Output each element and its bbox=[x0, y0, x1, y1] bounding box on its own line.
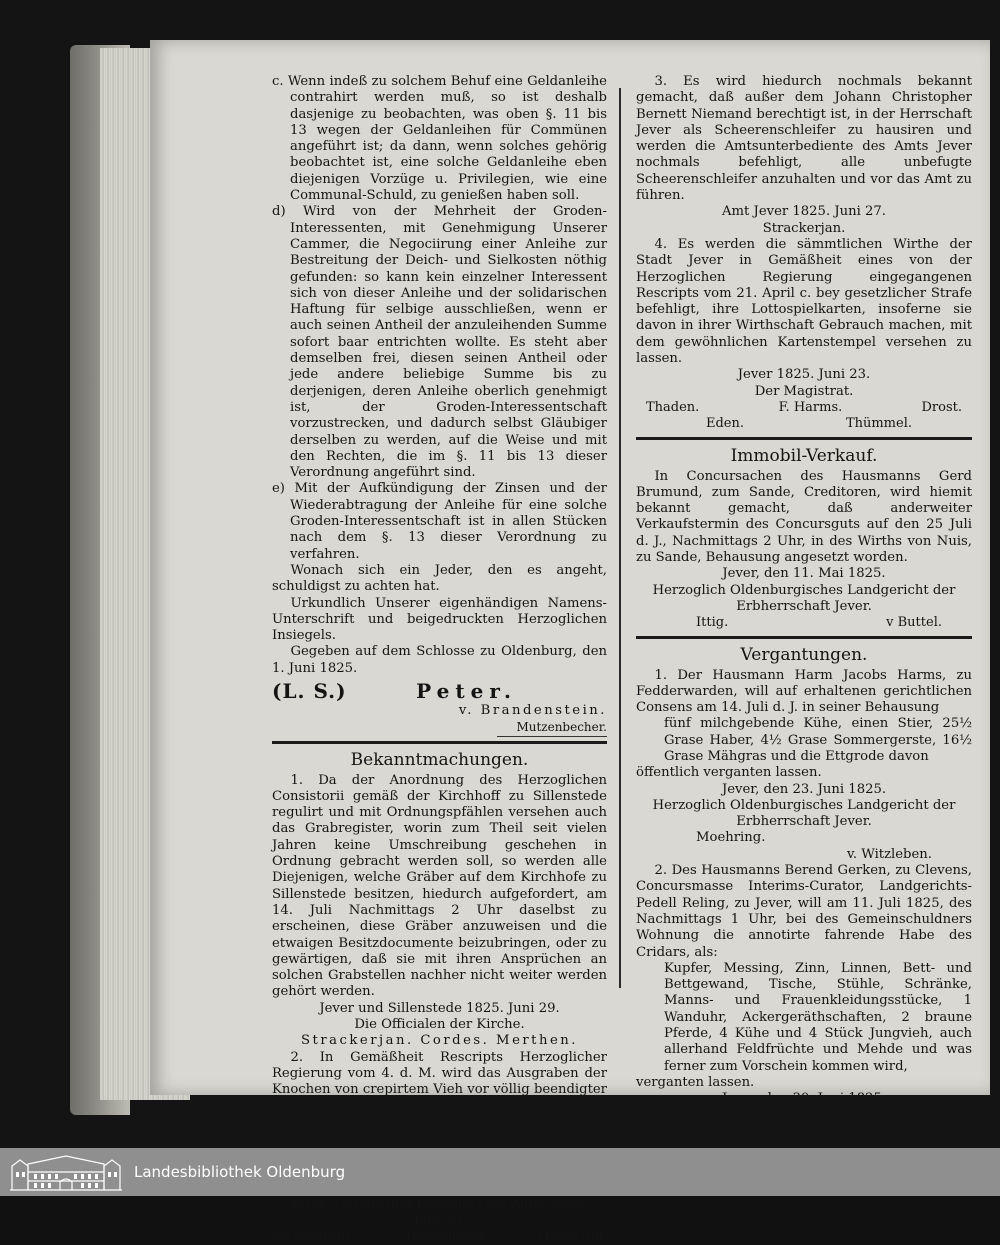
signature: Hollmann. bbox=[538, 1228, 607, 1244]
notice-1-place: Jever und Sillenstede 1825. Juni 29. bbox=[319, 1000, 560, 1016]
auction-1-signer-1: Moehring. bbox=[696, 830, 766, 846]
auction-1-court: Herzoglich Oldenburgisches Landgericht der Erbherrschaft Jever. bbox=[652, 797, 956, 830]
sale-date: Jever, den 11. Mai 1825. bbox=[722, 566, 886, 582]
seal-mark: (L. S.) bbox=[272, 678, 347, 703]
notice-4-authority: Der Magistrat. bbox=[754, 383, 854, 399]
paragraph-e: e) Mit der Aufkündigung der Zinsen und der Wiederabtragung der Anleihe für eine solche Groden-Interessentschaft ist in allen Stücken nach dem §. 13 dieser Verordnung zu verfahren. bbox=[272, 481, 607, 562]
left-column bbox=[272, 74, 607, 1245]
auction-1-end: öffentlich verganten lassen. bbox=[636, 765, 822, 781]
notice-1-officials: Die Officialen der Kirche. bbox=[354, 1017, 525, 1033]
clerk-underline bbox=[497, 736, 607, 737]
signer-name: Peter. bbox=[416, 678, 517, 703]
notice-2-place: Jever, Tettens und Hooksiel vom Amte 1825. bbox=[291, 1196, 588, 1212]
auction-2: 2. Des Hausmanns Berend Gerken, zu Clevens, Concursmasse Interims-Curator, Landgerichts-Pedell Reling, zu Jever, will am 11. Juli 1825, des Nachmittags 1 Uhr, bei des Gemeinschuldners Wohnung die annotirte fahrende Habe des Cridars, als: bbox=[636, 863, 972, 960]
closing-urkundlich: Urkundlich Unserer eigenhändigen Namens-Unterschrift und beigedruckten Herzoglichen Insiegels. bbox=[272, 595, 607, 644]
auction-2-court: Herzoglich Oldenburgisches Landgericht der Erbherrschaft Jever. bbox=[652, 1107, 956, 1139]
auction-2-items: Kupfer, Messing, Zinn, Linnen, Bett- und Bettgewand, Tische, Stühle, Schränke, Manns- und Frauenkleidungsstücke, 1 Wanduhr, Ackergeräthschaften, 2 braune Pferde, 4 Kühe und 4 Stück Jungvieh, auch allerhand Feldfrüchte und Mehde und was ferner zum Vorschein kommen wird, bbox=[664, 960, 972, 1074]
column-divider bbox=[619, 88, 621, 988]
paragraph-c: c. Wenn indeß zu solchem Behuf eine Geldanleihe contrahirt werden muß, so ist deshalb dasjenige zu beobachten, was oben §. 11 bis 13 wegen der Geldanleihen für Commünen angeführt ist; da dann, wenn solches gehörig beobachtet ist, eine solche Geldanleihe eben diejenigen Vorzüge u. Privilegien, wie eine Communal-Schuld, zu genießen haben soll. bbox=[272, 74, 607, 204]
section-heading-immobil-verkauf: Immobil-Verkauf. bbox=[730, 445, 878, 466]
footer-bar bbox=[0, 1148, 1000, 1196]
sale-signatures bbox=[636, 615, 972, 631]
closing-wonach: Wonach sich ein Jeder, den es angeht, schuldigst zu achten hat. bbox=[272, 562, 607, 595]
library-name: Landesbibliothek Oldenburg bbox=[134, 1163, 346, 1181]
auction-1: 1. Der Hausmann Harm Jacobs Harms, zu Fedderwarden, will auf erhaltenen gerichtlichen Consens am 14. Juli d. J. in seiner Behausung bbox=[636, 667, 972, 716]
paragraph-d: d) Wird von der Mehrheit der Groden-Interessenten, mit Genehmigung Unserer Cammer, die Negociirung einer Anleihe zur Bestreitung der Deich- und Sielkosten nöthig gefunden: so kann kein einzelner Interessent sich von dieser Anleihe und der solidarischen Haftung für selbige ausschließen, wenn er auch seinen Antheil der anzuleihenden Summe sofort baar entrichten wollte. Es steht aber demselben frei, diesen seinen Antheil oder jede andere beliebige Summe bis zu derjenigen, deren Anleihe oberlich genehmigt ist, der Groden-Interessentschaft vorzustrecken, und dadurch selbst Gläubiger derselben zu werden, auf die Weise und mit den Rechten, die im §. 11 bis 13 dieser Verordnung angeführt sind. bbox=[272, 204, 607, 481]
signature-line bbox=[272, 679, 607, 703]
auction-1-items: fünf milchgebende Kühe, einen Stier, 25½ Grase Haber, 4½ Grase Sommergerste, 16½ Grase Mähgras und die Ettgrode davon bbox=[664, 716, 972, 764]
notice-2-date: Juni 30. bbox=[413, 1212, 466, 1228]
notice-4-signatures-row2 bbox=[636, 416, 972, 432]
notice-2-signatures bbox=[272, 1229, 607, 1245]
notice-1-names: Strackerjan. Cordes. Merthen. bbox=[301, 1033, 578, 1049]
notice-2: 2. In Gemäßheit Rescripts Herzoglicher Regierung vom 4. d. M. wird das Ausgraben der Knochen von crepirtem Vieh vor völlig beendigter Verwesung des Fleisches, so wie das Aufbewahren derselben in Häusern und Gebäuden bei polizeilicher Strafe hiedurch bbox=[272, 1049, 607, 1147]
signature: Drost. bbox=[921, 399, 962, 415]
notice-4: 4. Es werden die sämmtlichen Wirthe der Stadt Jever in Gemäßheit eines von der Herzoglichen Regierung eingegangenen Rescripts vom 21. April c. bey gesetzlicher Strafe befehligt, ihre Lottospielkarten, insoferne sie davon in ihrer Wirthschaft Gebrauch machen, mit dem gewöhnlichen Kartenstempel versehen zu lassen. bbox=[636, 236, 972, 367]
notice-1: 1. Da der Anordnung des Herzoglichen Consistorii gemäß der Kirchhoff zu Sillenstede regulirt und mit Ordnungspfählen versehen auch das Grabregister, worin zum Theil seit vielen Jahren keine Umschreibung geschehen in Ordnung gebracht werden soll, so werden alle Diejenigen, welche Gräber auf dem Kirchhofe zu Sillenstede besitzen, hiedurch aufgefordert, am 14. Juli Nachmittags 2 Uhr daselbst zu erscheinen, diese Gräber anzuweisen und die etwaigen Besitzdocumente beizubringen, oder zu gewärtigen, daß sie mit ihren Ansprüchen an solchen Grabstellen nachher nicht weiter werden gehört werden. bbox=[272, 772, 607, 1000]
section-rule bbox=[272, 741, 607, 744]
clerk-name: Mutzenbecher. bbox=[516, 720, 607, 735]
notice-3: 3. Es wird hiedurch nochmals bekannt gemacht, daß außer dem Johann Christopher Bernett Niemand berechtigt ist, in der Herrschaft Jever als Scheerenschleifer zu hausiren und werden die Amtsunterbediente des Amts Jever nochmals befehligt, alle unbefugte Scheerenschleifer anzuhalten und vor das Amt zu führen. bbox=[636, 74, 972, 204]
signature: Tappenbeck. bbox=[404, 1228, 488, 1244]
auction-2-date: Jever, den 30. Juni 1825. bbox=[721, 1091, 887, 1107]
signature: Ittig. bbox=[696, 615, 729, 631]
section-heading-bekanntmachungen: Bekanntmachungen. bbox=[350, 749, 529, 770]
signature: Eden. bbox=[706, 416, 745, 432]
auction-2-end: verganten lassen. bbox=[636, 1074, 755, 1090]
signature: Thümmel. bbox=[845, 416, 912, 432]
auction-1-date: Jever, den 23. Juni 1825. bbox=[721, 781, 887, 797]
auction-1-signer-2: v. Witzleben. bbox=[846, 846, 932, 862]
sale-court: Herzoglich Oldenburgisches Landgericht der Erbherrschaft Jever. bbox=[652, 582, 956, 614]
signature: v Buttel. bbox=[886, 615, 942, 631]
section-heading-vergantungen: Vergantungen. bbox=[740, 644, 868, 665]
notice-3-date: Amt Jever 1825. Juni 27. bbox=[722, 204, 886, 220]
signature: F. Harms. bbox=[778, 399, 843, 415]
notice-4-date: Jever 1825. Juni 23. bbox=[737, 367, 871, 383]
closing-gegeben: Gegeben auf dem Schlosse zu Oldenburg, den 1. Juni 1825. bbox=[272, 644, 607, 676]
notice-3-name: Strackerjan. bbox=[762, 220, 846, 236]
library-building-logo bbox=[10, 1152, 122, 1192]
signature: Thaden. bbox=[646, 399, 700, 415]
section-rule bbox=[636, 636, 972, 639]
sale-notice: In Concursachen des Hausmanns Gerd Brumund, zum Sande, Creditoren, wird hiemit bekannt gemacht, daß anderweiter Verkaufstermin des Concursguts auf den 25 Juli d. J., Nachmittags 2 Uhr, in des Wirths von Nuis, zu Sande, Behausung angesetzt worden. bbox=[636, 468, 972, 566]
signature: Strackerjan. bbox=[272, 1228, 354, 1244]
right-column bbox=[636, 74, 972, 1173]
section-rule bbox=[636, 437, 972, 440]
notice-4-signatures-row1 bbox=[636, 400, 972, 416]
countersign-name: v. Brandenstein. bbox=[458, 702, 607, 718]
